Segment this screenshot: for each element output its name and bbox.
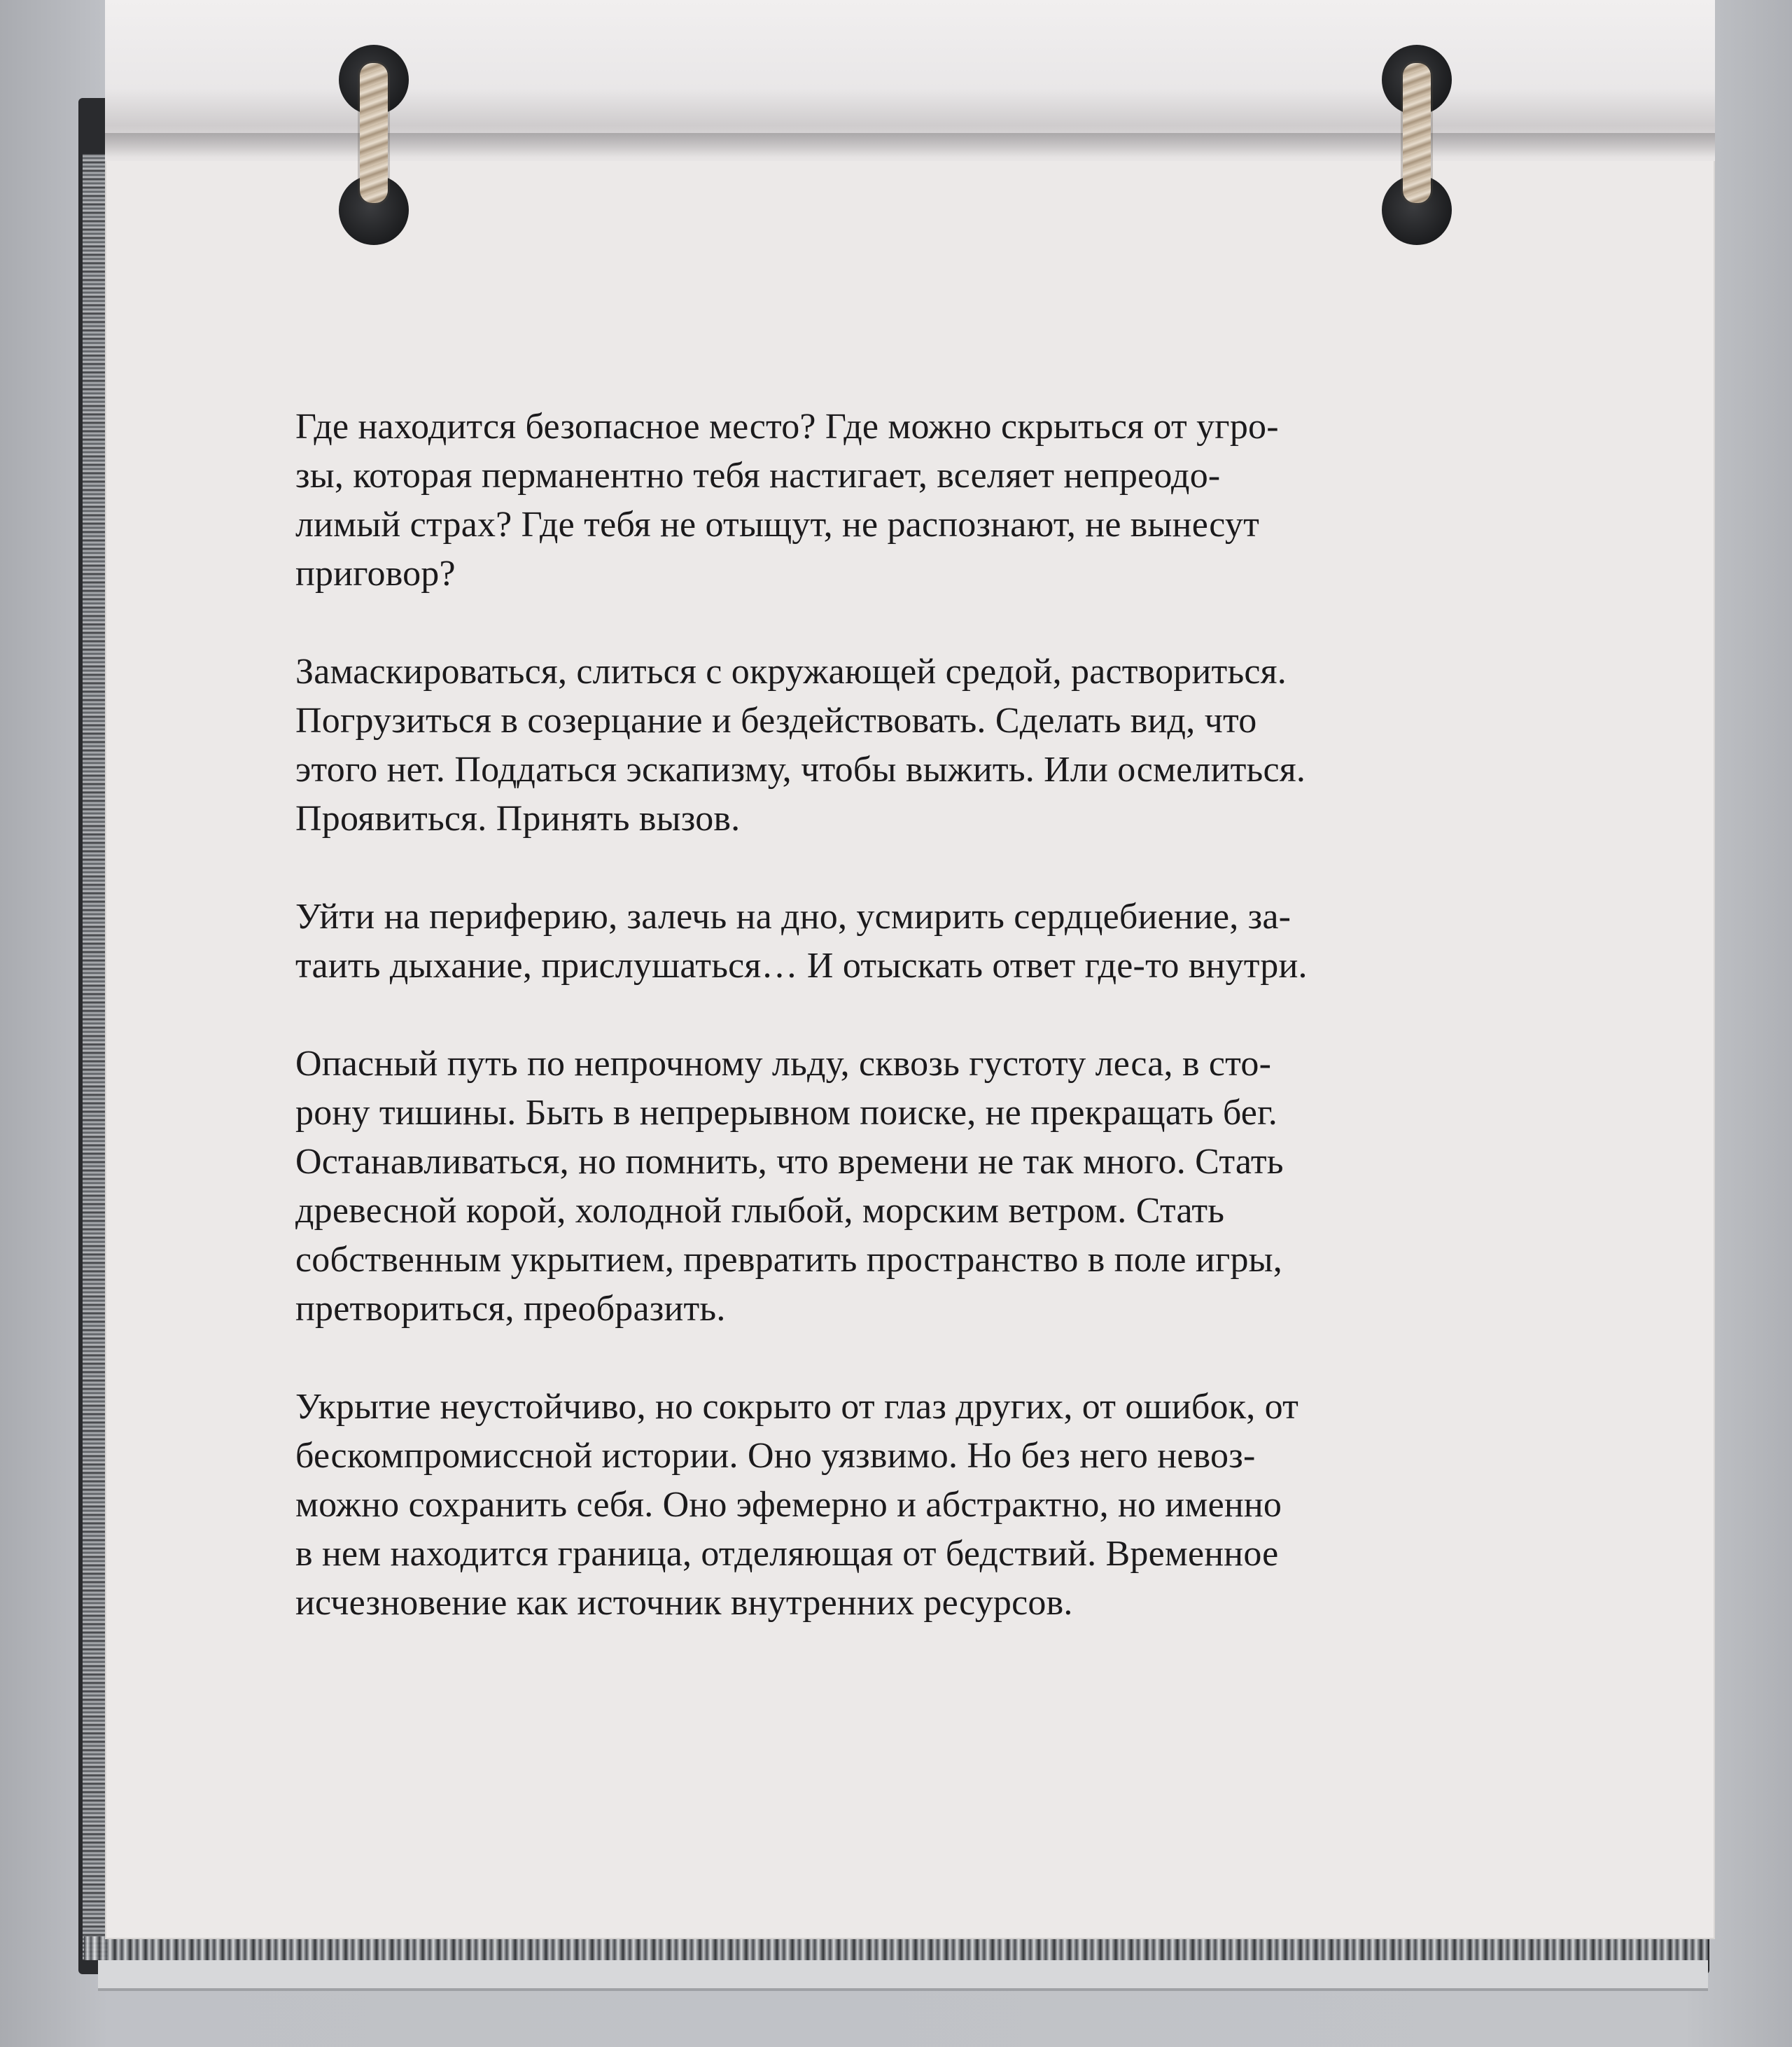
- text-line: этого нет. Поддаться эскапизму, чтобы выжить. Или осмелиться.: [295, 750, 1306, 790]
- text-line: Останавливаться, но помнить, что времени не так много. Стать: [295, 1142, 1284, 1182]
- text-line: Опасный путь по непрочному льду, сквозь густоту леса, в сто-: [295, 1044, 1272, 1084]
- text-line: таить дыхание, прислушаться… И отыскать ответ где-то внутри.: [295, 946, 1308, 986]
- text-line: бескомпромиссной истории. Оно уязвимо. Но без него невоз-: [295, 1436, 1256, 1476]
- text-line: претвориться, преобразить.: [295, 1289, 726, 1329]
- twine-binding-left: [360, 63, 388, 203]
- text-line: Укрытие неустойчиво, но сокрыто от глаз других, от ошибок, от: [295, 1387, 1299, 1427]
- text-line: собственным укрытием, превратить пространство в поле игры,: [295, 1240, 1282, 1280]
- page-stack-bottom-sheet: [98, 1960, 1708, 1991]
- paragraph-5: [295, 1383, 1555, 1628]
- paragraph-1: [295, 403, 1555, 599]
- text-line: приговор?: [295, 554, 456, 594]
- text-line: Проявиться. Принять вызов.: [295, 799, 741, 839]
- paragraph-3: [295, 893, 1555, 991]
- twine-binding-right: [1403, 63, 1431, 203]
- text-line: древесной корой, холодной глыбой, морским ветром. Стать: [295, 1191, 1225, 1231]
- text-line: Уйти на периферию, залечь на дно, усмирить сердцебиение, за-: [295, 897, 1292, 937]
- fold-shadow: [105, 133, 1715, 157]
- text-line: Погрузиться в созерцание и бездействовать. Сделать вид, что: [295, 701, 1257, 741]
- text-line: в нем находится граница, отделяющая от бедствий. Временное: [295, 1534, 1279, 1574]
- text-line: можно сохранить себя. Оно эфемерно и абстрактно, но именно: [295, 1485, 1282, 1525]
- paragraph-4: [295, 1040, 1555, 1334]
- text-line: исчезновение как источник внутренних ресурсов.: [295, 1583, 1073, 1623]
- text-line: лимый страх? Где тебя не отыщут, не распознают, не вынесут: [295, 505, 1260, 545]
- text-line: Замаскироваться, слиться с окружающей средой, раствориться.: [295, 652, 1287, 692]
- page-stack-left-edge: [83, 154, 108, 1960]
- text-line: зы, которая перманентно тебя настигает, вселяет непреодо-: [295, 456, 1221, 496]
- text-line: Где находится безопасное место? Где можно скрыться от угро-: [295, 407, 1279, 447]
- text-line: рону тишины. Быть в непрерывном поиске, не прекращать бег.: [295, 1093, 1278, 1133]
- page-stack-bottom-edge: [84, 1936, 1708, 1960]
- page-text: [295, 403, 1555, 1677]
- paragraph-2: [295, 648, 1555, 844]
